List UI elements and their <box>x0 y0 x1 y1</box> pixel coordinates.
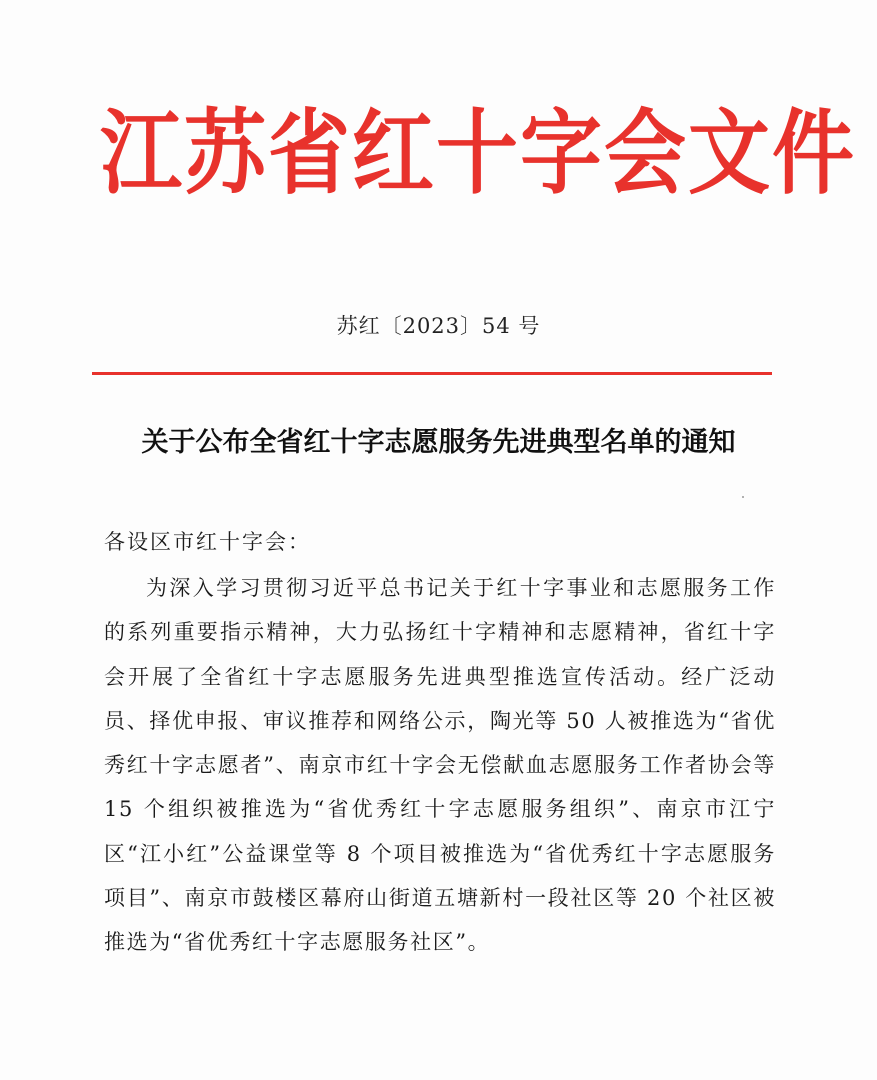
salutation: 各设区市红十字会： <box>104 530 311 554</box>
body-paragraph: 为深入学习贯彻习近平总书记关于红十字事业和志愿服务工作的系列重要指示精神，大力弘扬红十字精神和志愿精神，省红十字会开展了全省红十字志愿服务先进典型推选宣传活动。经广泛动员、择优申报、审议推荐和网络公示，陶光等 50 人被推选为“省优秀红十字志愿者”、南京市红十字会无偿献血志愿服务工作者协会等 15 个组织被推选为“省优秀红十字志愿服务组织”、南京市江宁区“江小红”公益课堂等 8 个项目被推选为“省优秀红十字志愿服务项目”、南京市鼓楼区幕府山街道五塘新村一段社区等 20 个社区被推选为“省优秀红十字志愿服务社区”。 <box>104 576 776 955</box>
document-header-title: 江苏省红十字会文件 <box>100 101 857 208</box>
document-number: 苏红〔2023〕54 号 <box>336 314 541 338</box>
scan-speck <box>742 496 744 498</box>
notice-title: 关于公布全省红十字志愿服务先进典型名单的通知 <box>141 427 736 458</box>
header-red-divider <box>92 372 772 375</box>
